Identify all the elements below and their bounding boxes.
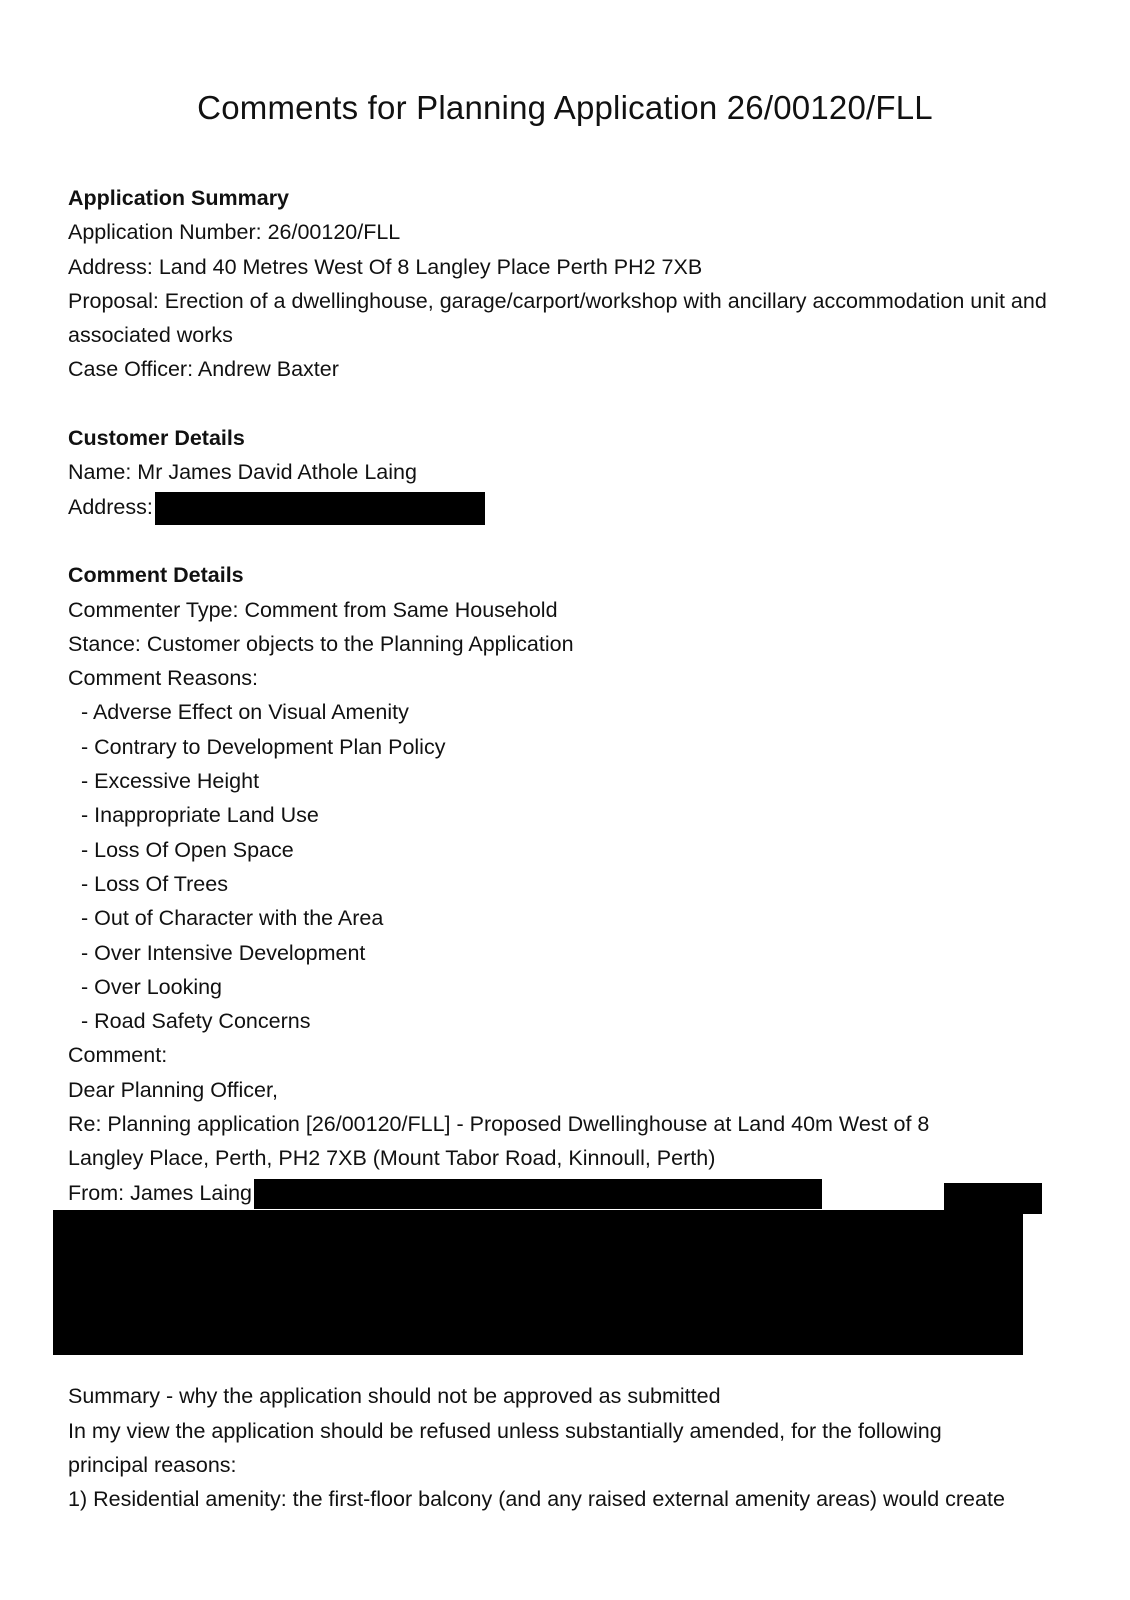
redacted-address bbox=[155, 492, 485, 525]
reason-1: 1) Residential amenity: the first-floor balcony (and any raised external amenity areas) would create bbox=[68, 1487, 1005, 1512]
comment-reason-item: - Excessive Height bbox=[81, 769, 260, 794]
comment-reason-item: - Adverse Effect on Visual Amenity bbox=[81, 700, 409, 725]
case-officer: Case Officer: Andrew Baxter bbox=[68, 357, 339, 382]
summary-line-1: In my view the application should be refused unless substantially amended, for the following bbox=[68, 1418, 942, 1443]
comment-details-heading: Comment Details bbox=[68, 563, 244, 588]
section-spacer bbox=[68, 524, 1068, 558]
customer-address-row bbox=[68, 490, 1068, 524]
summary-line-2: principal reasons: bbox=[68, 1452, 237, 1477]
application-summary-heading: Application Summary bbox=[68, 186, 290, 210]
redacted-from-details bbox=[254, 1179, 822, 1209]
comment-label: Comment: bbox=[68, 1043, 168, 1068]
page-title: Comments for Planning Application 26/00120/FLL bbox=[197, 89, 933, 126]
application-proposal: Proposal: Erection of a dwellinghouse, garage/carport/workshop with ancillary accommodation unit and associated works bbox=[68, 288, 1047, 348]
comment-reason-item: - Over Looking bbox=[81, 974, 223, 999]
comment-reason-item: - Inappropriate Land Use bbox=[81, 803, 319, 828]
comment-reason-item: - Loss Of Open Space bbox=[81, 837, 294, 862]
commenter-type: Commenter Type: Comment from Same Household bbox=[68, 597, 558, 622]
from-text: From: James Laing bbox=[68, 1180, 253, 1205]
comment-reason-item: - Out of Character with the Area bbox=[81, 906, 384, 931]
comment-reason-item: - Over Intensive Development bbox=[81, 940, 366, 965]
application-number: Application Number: 26/00120/FLL bbox=[68, 220, 401, 245]
re-line-1: Re: Planning application [26/00120/FLL] - Proposed Dwellinghouse at Land 40m West of 8 bbox=[68, 1112, 930, 1137]
stance: Stance: Customer objects to the Planning Application bbox=[68, 631, 574, 656]
redacted-paragraph-block bbox=[53, 1210, 1023, 1355]
comment-reasons-label: Comment Reasons: bbox=[68, 666, 258, 691]
from-row bbox=[68, 1176, 1068, 1210]
comment-reason-item: - Loss Of Trees bbox=[81, 871, 228, 896]
comment-reason-item: - Road Safety Concerns bbox=[81, 1009, 311, 1034]
customer-address-label: Address: bbox=[68, 494, 153, 519]
salutation: Dear Planning Officer, bbox=[68, 1077, 278, 1102]
section-spacer bbox=[68, 387, 1068, 421]
summary-heading: Summary - why the application should not be approved as submitted bbox=[68, 1384, 721, 1409]
application-address: Address: Land 40 Metres West Of 8 Langley Place Perth PH2 7XB bbox=[68, 254, 703, 279]
comment-reason-item: - Contrary to Development Plan Policy bbox=[81, 734, 446, 759]
customer-details-heading: Customer Details bbox=[68, 426, 245, 451]
re-line-2: Langley Place, Perth, PH2 7XB (Mount Tabor Road, Kinnoull, Perth) bbox=[68, 1146, 716, 1171]
customer-name: Name: Mr James David Athole Laing bbox=[68, 460, 417, 485]
